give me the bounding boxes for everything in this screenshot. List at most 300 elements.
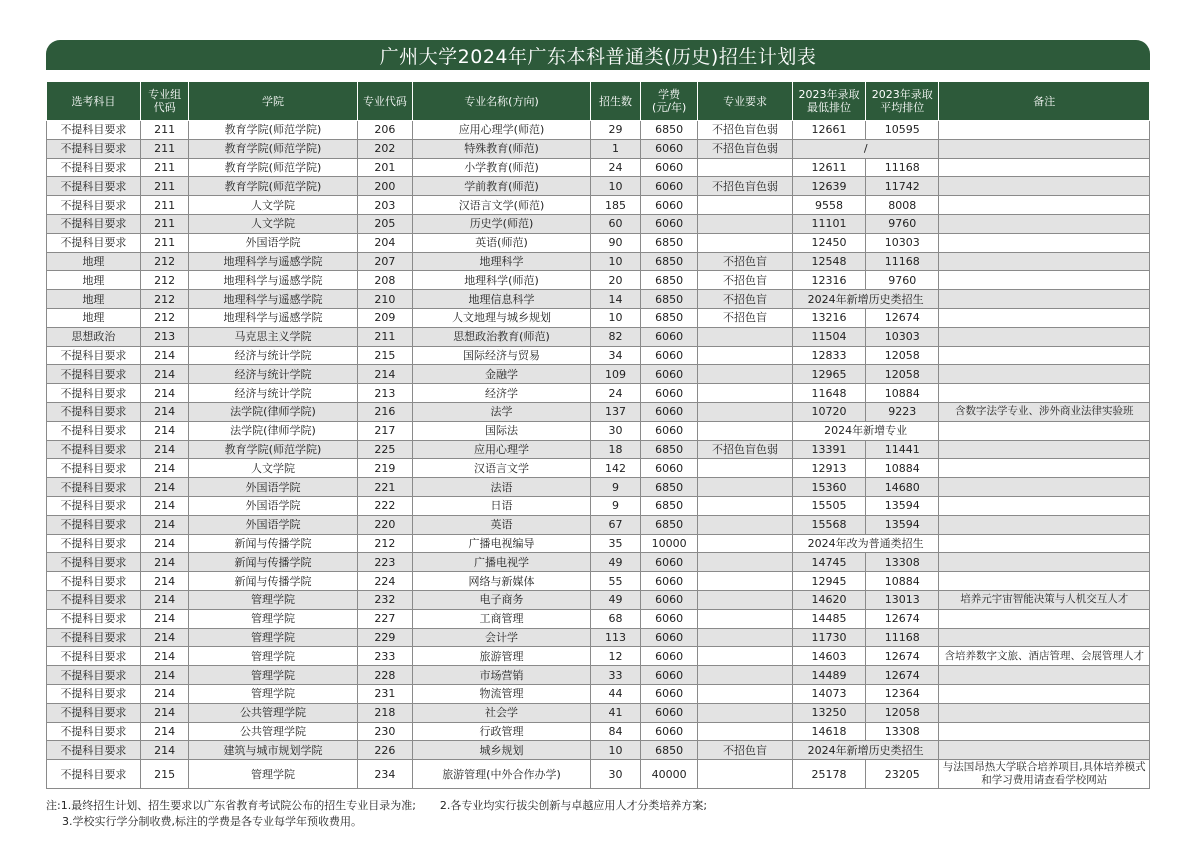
- table-cell: 215: [357, 346, 413, 365]
- table-cell: 城乡规划: [413, 741, 590, 760]
- table-cell: 12833: [792, 346, 865, 365]
- table-row: [47, 703, 1150, 722]
- table-cell: 教育学院(师范学院): [189, 139, 357, 158]
- table-row: [47, 666, 1150, 685]
- table-cell: 不招色盲: [698, 271, 793, 290]
- table-cell: 6850: [641, 741, 698, 760]
- table-cell: [939, 440, 1150, 459]
- table-row: [47, 158, 1150, 177]
- table-cell: 214: [140, 365, 188, 384]
- table-cell: 13594: [866, 496, 939, 515]
- table-cell: 12639: [792, 177, 865, 196]
- table-cell: 233: [357, 647, 413, 666]
- table-cell: 223: [357, 553, 413, 572]
- table-row: [47, 760, 1150, 789]
- table-cell: 14603: [792, 647, 865, 666]
- table-cell: 137: [590, 402, 641, 421]
- table-cell: 214: [140, 722, 188, 741]
- table-cell: 214: [140, 421, 188, 440]
- table-cell: 10720: [792, 402, 865, 421]
- table-cell: 15360: [792, 478, 865, 497]
- table-cell: 汉语言文学(师范): [413, 196, 590, 215]
- table-row: [47, 478, 1150, 497]
- table-cell: [698, 421, 793, 440]
- table-cell: [698, 214, 793, 233]
- table-cell: 211: [357, 327, 413, 346]
- table-cell: [939, 196, 1150, 215]
- table-cell: 10: [590, 308, 641, 327]
- table-cell: 不提科目要求: [47, 158, 141, 177]
- table-cell: 30: [590, 421, 641, 440]
- table-cell: 6850: [641, 496, 698, 515]
- table-cell: 6060: [641, 572, 698, 591]
- table-cell: 6060: [641, 590, 698, 609]
- table-cell: 法学院(律师学院): [189, 402, 357, 421]
- column-header: 2023年录取 平均排位: [866, 82, 939, 121]
- table-cell: 法语: [413, 478, 590, 497]
- table-cell: 214: [140, 440, 188, 459]
- table-cell: 214: [140, 553, 188, 572]
- table-cell: 185: [590, 196, 641, 215]
- table-row: [47, 609, 1150, 628]
- table-cell: 211: [140, 196, 188, 215]
- table-cell: 60: [590, 214, 641, 233]
- table-cell: [939, 628, 1150, 647]
- table-cell: 12364: [866, 684, 939, 703]
- table-cell: 40000: [641, 760, 698, 789]
- table-cell: 67: [590, 515, 641, 534]
- table-cell: 9: [590, 478, 641, 497]
- table-row: [47, 346, 1150, 365]
- table-cell: [939, 271, 1150, 290]
- table-cell: 211: [140, 158, 188, 177]
- table-cell: 113: [590, 628, 641, 647]
- table-cell: 外国语学院: [189, 478, 357, 497]
- table-cell: 214: [140, 628, 188, 647]
- table-cell: 广播电视编导: [413, 534, 590, 553]
- table-cell: 6850: [641, 515, 698, 534]
- table-cell: [698, 384, 793, 403]
- table-cell: 212: [140, 252, 188, 271]
- table-cell: 不招色盲: [698, 308, 793, 327]
- table-cell: 不提科目要求: [47, 741, 141, 760]
- table-row: [47, 628, 1150, 647]
- note-3: 3.学校实行学分制收费,标注的学费是各专业每学年预收费用。: [62, 815, 362, 828]
- table-cell: 不提科目要求: [47, 496, 141, 515]
- table-cell: 人文地理与城乡规划: [413, 308, 590, 327]
- table-cell: 人文学院: [189, 196, 357, 215]
- table-cell: [698, 196, 793, 215]
- table-cell: 不招色盲色弱: [698, 177, 793, 196]
- table-cell: 6060: [641, 647, 698, 666]
- table-cell: 11504: [792, 327, 865, 346]
- table-cell: [939, 290, 1150, 309]
- footnotes: [46, 798, 1156, 830]
- table-cell: [939, 534, 1150, 553]
- table-cell: [939, 384, 1150, 403]
- table-cell: 18: [590, 440, 641, 459]
- table-cell: 6060: [641, 421, 698, 440]
- table-cell: 15568: [792, 515, 865, 534]
- table-cell: 13250: [792, 703, 865, 722]
- table-cell: 人文学院: [189, 459, 357, 478]
- table-cell: [939, 177, 1150, 196]
- table-cell: 不提科目要求: [47, 139, 141, 158]
- table-cell: 15505: [792, 496, 865, 515]
- table-cell: 地理科学与遥感学院: [189, 252, 357, 271]
- table-cell: 管理学院: [189, 609, 357, 628]
- table-cell: 214: [140, 684, 188, 703]
- table-cell: 不招色盲: [698, 741, 793, 760]
- table-cell: 不提科目要求: [47, 515, 141, 534]
- table-cell: 214: [140, 647, 188, 666]
- table-cell: [939, 459, 1150, 478]
- table-cell: [939, 741, 1150, 760]
- table-cell: 12058: [866, 703, 939, 722]
- table-cell: 6850: [641, 308, 698, 327]
- table-cell: 24: [590, 158, 641, 177]
- table-cell: 13216: [792, 308, 865, 327]
- table-cell: 会计学: [413, 628, 590, 647]
- table-cell: 电子商务: [413, 590, 590, 609]
- table-cell: 英语: [413, 515, 590, 534]
- table-cell: [698, 722, 793, 741]
- table-row: [47, 572, 1150, 591]
- table-cell: 9: [590, 496, 641, 515]
- table-cell: 214: [140, 402, 188, 421]
- table-cell: [939, 421, 1150, 440]
- table-cell: 法学: [413, 402, 590, 421]
- table-row: [47, 214, 1150, 233]
- table-cell: 219: [357, 459, 413, 478]
- table-cell: 管理学院: [189, 590, 357, 609]
- table-cell: 培养元宇宙智能决策与人机交互人才: [939, 590, 1150, 609]
- table-cell: 广播电视学: [413, 553, 590, 572]
- table-cell: 不提科目要求: [47, 365, 141, 384]
- table-cell: 工商管理: [413, 609, 590, 628]
- table-cell: 214: [140, 478, 188, 497]
- table-cell: 地理科学与遥感学院: [189, 271, 357, 290]
- table-cell: 210: [357, 290, 413, 309]
- table-cell: 行政管理: [413, 722, 590, 741]
- table-row: [47, 308, 1150, 327]
- table-row: [47, 440, 1150, 459]
- table-cell: [698, 515, 793, 534]
- table-cell: [939, 515, 1150, 534]
- table-cell: 不提科目要求: [47, 703, 141, 722]
- table-cell: 12316: [792, 271, 865, 290]
- table-cell: [939, 139, 1150, 158]
- column-header: 选考科目: [47, 82, 141, 121]
- table-cell: 不提科目要求: [47, 534, 141, 553]
- column-header: 2023年录取 最低排位: [792, 82, 865, 121]
- table-cell: 市场营销: [413, 666, 590, 685]
- table-cell: 不招色盲色弱: [698, 121, 793, 140]
- table-cell: 不提科目要求: [47, 384, 141, 403]
- table-cell: [698, 158, 793, 177]
- table-cell: 2024年改为普通类招生: [792, 534, 939, 553]
- table-cell: 经济与统计学院: [189, 384, 357, 403]
- table-cell: 215: [140, 760, 188, 789]
- table-cell: 经济与统计学院: [189, 365, 357, 384]
- table-cell: 金融学: [413, 365, 590, 384]
- table-cell: 含培养数字文旅、酒店管理、会展管理人才: [939, 647, 1150, 666]
- table-cell: 不提科目要求: [47, 421, 141, 440]
- table-cell: [939, 496, 1150, 515]
- table-cell: 203: [357, 196, 413, 215]
- table-cell: 30: [590, 760, 641, 789]
- table-row: [47, 553, 1150, 572]
- table-row: [47, 722, 1150, 741]
- table-cell: 9760: [866, 271, 939, 290]
- table-cell: 11648: [792, 384, 865, 403]
- column-header: 学费 (元/年): [641, 82, 698, 121]
- table-header-row: [47, 82, 1150, 121]
- table-cell: 11730: [792, 628, 865, 647]
- table-cell: 6060: [641, 384, 698, 403]
- table-row: [47, 121, 1150, 140]
- table-cell: 不提科目要求: [47, 177, 141, 196]
- table-cell: 6060: [641, 214, 698, 233]
- table-cell: [939, 722, 1150, 741]
- table-cell: [698, 572, 793, 591]
- table-cell: 212: [140, 271, 188, 290]
- table-cell: 地理科学(师范): [413, 271, 590, 290]
- table-cell: 214: [140, 666, 188, 685]
- table-cell: 经济学: [413, 384, 590, 403]
- table-cell: 214: [140, 703, 188, 722]
- table-cell: 经济与统计学院: [189, 346, 357, 365]
- table-cell: 41: [590, 703, 641, 722]
- table-cell: 2024年新增历史类招生: [792, 290, 939, 309]
- table-cell: [939, 233, 1150, 252]
- table-cell: 12611: [792, 158, 865, 177]
- table-cell: 管理学院: [189, 760, 357, 789]
- table-cell: 小学教育(师范): [413, 158, 590, 177]
- table-cell: 12945: [792, 572, 865, 591]
- table-cell: 国际经济与贸易: [413, 346, 590, 365]
- table-cell: 10: [590, 741, 641, 760]
- table-cell: 218: [357, 703, 413, 722]
- table-cell: 214: [140, 384, 188, 403]
- table-cell: 209: [357, 308, 413, 327]
- table-cell: [939, 703, 1150, 722]
- table-cell: 10000: [641, 534, 698, 553]
- table-cell: 新闻与传播学院: [189, 534, 357, 553]
- table-cell: [698, 666, 793, 685]
- table-cell: 6060: [641, 402, 698, 421]
- table-cell: 不招色盲色弱: [698, 139, 793, 158]
- table-cell: 213: [140, 327, 188, 346]
- table-cell: 地理科学与遥感学院: [189, 290, 357, 309]
- table-row: [47, 459, 1150, 478]
- table-cell: [939, 214, 1150, 233]
- table-cell: 214: [140, 572, 188, 591]
- table-cell: 10884: [866, 572, 939, 591]
- table-cell: [698, 402, 793, 421]
- table-cell: 211: [140, 214, 188, 233]
- table-cell: 新闻与传播学院: [189, 553, 357, 572]
- table-cell: 9760: [866, 214, 939, 233]
- table-cell: 2024年新增专业: [792, 421, 939, 440]
- table-cell: 6060: [641, 365, 698, 384]
- table-cell: 12965: [792, 365, 865, 384]
- table-cell: 教育学院(师范学院): [189, 440, 357, 459]
- note-2: 2.各专业均实行拔尖创新与卓越应用人才分类培养方案;: [439, 799, 708, 812]
- table-cell: [698, 590, 793, 609]
- table-cell: 与法国昂热大学联合培养项目,具体培养模式和学习费用请查看学校网站: [939, 760, 1150, 789]
- table-row: [47, 365, 1150, 384]
- table-cell: 不提科目要求: [47, 647, 141, 666]
- table-cell: 地理: [47, 271, 141, 290]
- table-cell: 23205: [866, 760, 939, 789]
- table-cell: 35: [590, 534, 641, 553]
- table-row: [47, 290, 1150, 309]
- table-cell: 10: [590, 177, 641, 196]
- table-cell: [698, 628, 793, 647]
- table-cell: 142: [590, 459, 641, 478]
- table-cell: 公共管理学院: [189, 722, 357, 741]
- table-cell: 12674: [866, 308, 939, 327]
- table-cell: 不提科目要求: [47, 760, 141, 789]
- table-cell: 不提科目要求: [47, 553, 141, 572]
- table-cell: 地理: [47, 290, 141, 309]
- table-cell: 旅游管理(中外合作办学): [413, 760, 590, 789]
- table-cell: 12450: [792, 233, 865, 252]
- table-cell: 14680: [866, 478, 939, 497]
- table-cell: [698, 534, 793, 553]
- table-cell: 网络与新媒体: [413, 572, 590, 591]
- table-cell: 11168: [866, 628, 939, 647]
- table-cell: 外国语学院: [189, 515, 357, 534]
- table-cell: 211: [140, 233, 188, 252]
- table-cell: 82: [590, 327, 641, 346]
- table-cell: [939, 327, 1150, 346]
- table-cell: 12058: [866, 346, 939, 365]
- table-cell: [698, 459, 793, 478]
- table-cell: 思想政治: [47, 327, 141, 346]
- table-cell: 6060: [641, 703, 698, 722]
- table-cell: 214: [140, 741, 188, 760]
- table-cell: 109: [590, 365, 641, 384]
- table-cell: 物流管理: [413, 684, 590, 703]
- table-cell: 12: [590, 647, 641, 666]
- table-cell: 不提科目要求: [47, 722, 141, 741]
- table-cell: 208: [357, 271, 413, 290]
- table-cell: 建筑与城市规划学院: [189, 741, 357, 760]
- table-cell: 6060: [641, 666, 698, 685]
- table-cell: 国际法: [413, 421, 590, 440]
- table-cell: 社会学: [413, 703, 590, 722]
- table-cell: [698, 553, 793, 572]
- table-cell: 14620: [792, 590, 865, 609]
- table-row: [47, 327, 1150, 346]
- table-cell: 34: [590, 346, 641, 365]
- table-cell: [698, 703, 793, 722]
- table-cell: 202: [357, 139, 413, 158]
- table-row: [47, 590, 1150, 609]
- table-cell: 汉语言文学: [413, 459, 590, 478]
- table-cell: [698, 233, 793, 252]
- table-cell: 212: [140, 308, 188, 327]
- table-cell: 217: [357, 421, 413, 440]
- table-cell: 221: [357, 478, 413, 497]
- table-cell: 12674: [866, 666, 939, 685]
- table-row: [47, 271, 1150, 290]
- table-cell: 230: [357, 722, 413, 741]
- table-cell: 11168: [866, 252, 939, 271]
- table-cell: 6850: [641, 478, 698, 497]
- table-cell: 6060: [641, 553, 698, 572]
- table-cell: 13594: [866, 515, 939, 534]
- table-cell: 14618: [792, 722, 865, 741]
- table-cell: 6850: [641, 252, 698, 271]
- table-cell: 含数字法学专业、涉外商业法律实验班: [939, 402, 1150, 421]
- table-cell: 9223: [866, 402, 939, 421]
- table-cell: 14745: [792, 553, 865, 572]
- table-cell: [939, 121, 1150, 140]
- table-cell: 英语(师范): [413, 233, 590, 252]
- table-cell: 214: [140, 346, 188, 365]
- table-cell: 212: [357, 534, 413, 553]
- table-cell: 214: [140, 496, 188, 515]
- table-row: [47, 139, 1150, 158]
- table-cell: [698, 609, 793, 628]
- table-cell: [698, 684, 793, 703]
- table-cell: 11742: [866, 177, 939, 196]
- table-cell: 不提科目要求: [47, 459, 141, 478]
- table-cell: 不提科目要求: [47, 572, 141, 591]
- table-cell: 10884: [866, 384, 939, 403]
- table-cell: [939, 346, 1150, 365]
- table-cell: 地理: [47, 308, 141, 327]
- column-header: 专业要求: [698, 82, 793, 121]
- table-cell: 13391: [792, 440, 865, 459]
- table-row: [47, 233, 1150, 252]
- column-header: 备注: [939, 82, 1150, 121]
- table-cell: 222: [357, 496, 413, 515]
- table-cell: [939, 684, 1150, 703]
- table-cell: 不提科目要求: [47, 684, 141, 703]
- table-cell: 204: [357, 233, 413, 252]
- table-cell: 227: [357, 609, 413, 628]
- table-cell: 管理学院: [189, 684, 357, 703]
- table-cell: 231: [357, 684, 413, 703]
- table-cell: 日语: [413, 496, 590, 515]
- table-cell: 212: [140, 290, 188, 309]
- table-row: [47, 741, 1150, 760]
- table-cell: 84: [590, 722, 641, 741]
- table-cell: 90: [590, 233, 641, 252]
- table-cell: 12058: [866, 365, 939, 384]
- table-cell: 49: [590, 590, 641, 609]
- table-cell: 外国语学院: [189, 496, 357, 515]
- table-cell: 新闻与传播学院: [189, 572, 357, 591]
- column-header: 学院: [189, 82, 357, 121]
- table-cell: [939, 609, 1150, 628]
- table-cell: 管理学院: [189, 647, 357, 666]
- table-cell: 224: [357, 572, 413, 591]
- table-cell: 220: [357, 515, 413, 534]
- table-cell: 234: [357, 760, 413, 789]
- table-cell: 214: [140, 590, 188, 609]
- column-header: 招生数: [590, 82, 641, 121]
- table-cell: 211: [140, 177, 188, 196]
- table-cell: /: [792, 139, 939, 158]
- table-cell: 不提科目要求: [47, 121, 141, 140]
- table-cell: 214: [140, 609, 188, 628]
- table-cell: 214: [140, 459, 188, 478]
